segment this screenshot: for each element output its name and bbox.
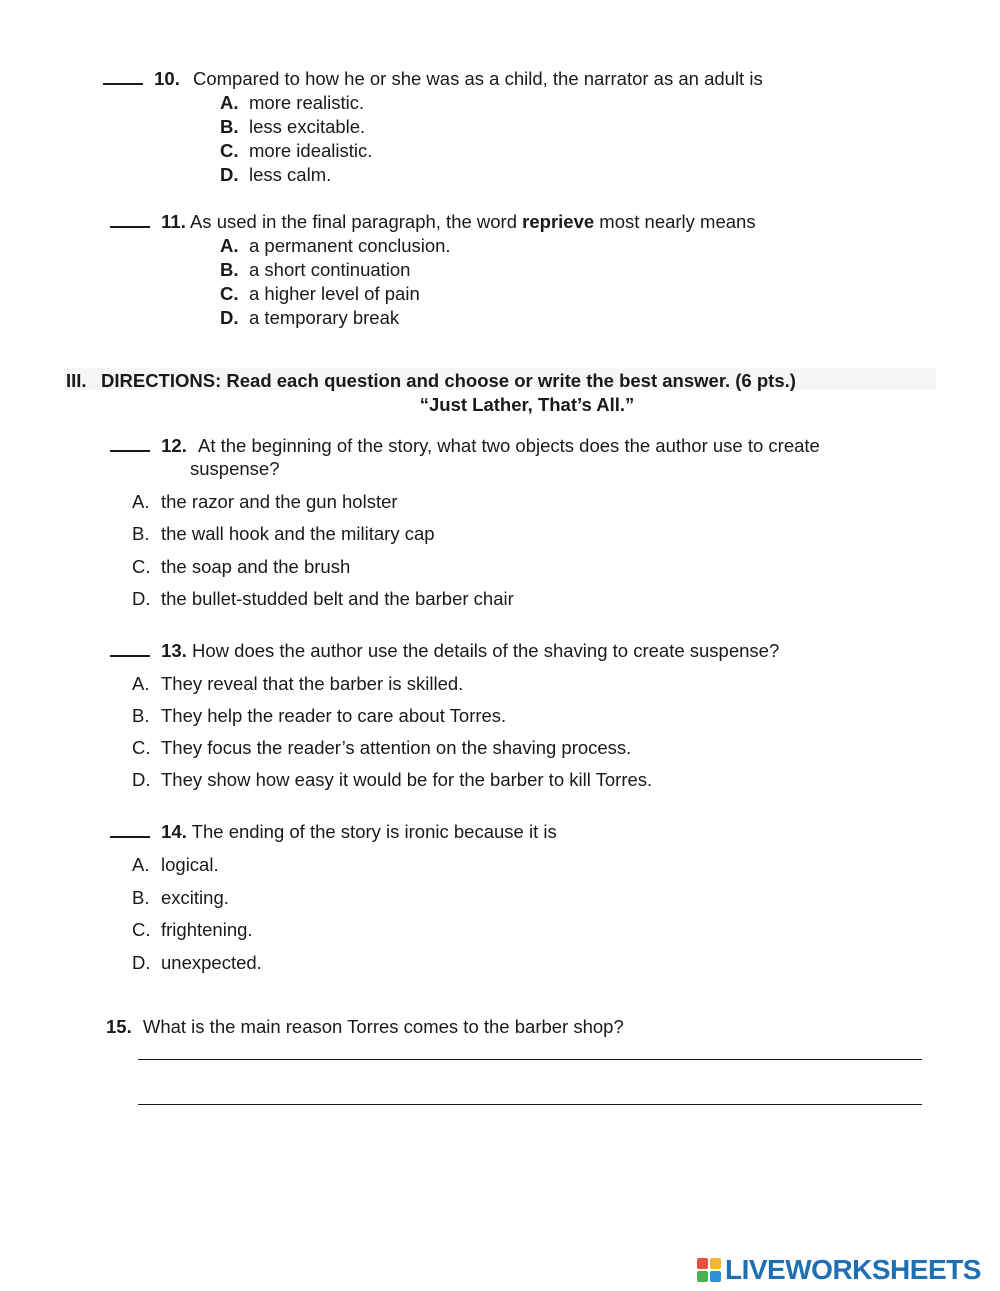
option-letter: D.	[220, 307, 239, 328]
answer-blank-11[interactable]	[110, 212, 150, 228]
question-13-number: 13.	[161, 640, 187, 661]
option-text: They show how easy it would be for the barber to kill Torres.	[161, 769, 653, 790]
question-10-stem: Compared to how he or she was as a child, the narrator as an adult is	[193, 68, 763, 89]
q11-option-d[interactable]	[220, 307, 399, 329]
option-text: the bullet-studded belt and the barber chair	[161, 588, 514, 609]
q10-option-b[interactable]	[220, 116, 365, 138]
logo-blocks-icon	[697, 1258, 721, 1282]
option-letter: D.	[132, 588, 151, 609]
q11-option-a[interactable]	[220, 235, 451, 257]
option-letter: B.	[220, 116, 239, 137]
q11-option-b[interactable]	[220, 259, 410, 281]
question-10-stem-line	[103, 68, 763, 90]
q12-option-c[interactable]	[132, 556, 350, 578]
option-text: less excitable.	[249, 116, 366, 137]
option-letter: D.	[220, 164, 239, 185]
answer-blank-14[interactable]	[110, 822, 150, 838]
option-letter: A.	[132, 673, 150, 694]
option-text: a higher level of pain	[249, 283, 420, 304]
option-text: a permanent conclusion.	[249, 235, 451, 256]
question-14-number: 14.	[161, 821, 187, 842]
question-11-stem-after: most nearly means	[599, 211, 756, 232]
q12-option-b[interactable]	[132, 523, 435, 545]
option-text: less calm.	[249, 164, 332, 185]
option-text: the soap and the brush	[161, 556, 351, 577]
liveworksheets-logo	[697, 1255, 981, 1285]
option-text: logical.	[161, 854, 219, 875]
q12-option-d[interactable]	[132, 588, 514, 610]
question-15-stem: What is the main reason Torres comes to the barber shop?	[142, 1016, 624, 1037]
question-14-stem-line	[110, 821, 557, 843]
answer-line-2[interactable]	[138, 1104, 922, 1105]
option-text: frightening.	[161, 919, 253, 940]
q14-option-d[interactable]	[132, 952, 262, 974]
answer-blank-13[interactable]	[110, 641, 150, 657]
option-text: the razor and the gun holster	[161, 491, 398, 512]
question-11-stem-before: As used in the final paragraph, the word	[189, 211, 518, 232]
section-3-numeral: III.	[66, 370, 87, 391]
story-title: “Just Lather, That’s All.”	[419, 394, 635, 415]
option-text: a short continuation	[249, 259, 411, 280]
question-14-stem: The ending of the story is ironic because it is	[191, 821, 557, 842]
option-letter: D.	[132, 952, 151, 973]
option-letter: A.	[220, 235, 239, 256]
question-11-number: 11.	[161, 211, 186, 232]
q13-option-a[interactable]	[132, 673, 463, 695]
question-15-stem-line	[106, 1016, 624, 1038]
answer-blank-12[interactable]	[110, 436, 150, 452]
question-13-stem-line	[110, 640, 779, 662]
option-letter: B.	[132, 523, 150, 544]
option-letter: B.	[132, 887, 150, 908]
option-text: exciting.	[161, 887, 229, 908]
question-12-stem-line	[110, 435, 820, 457]
option-text: They focus the reader’s attention on the shaving process.	[161, 737, 632, 758]
q10-option-a[interactable]	[220, 92, 364, 114]
q10-option-d[interactable]	[220, 164, 331, 186]
q14-option-c[interactable]	[132, 919, 253, 941]
q13-option-b[interactable]	[132, 705, 506, 727]
question-10-number: 10.	[154, 68, 180, 89]
q14-option-a[interactable]	[132, 854, 219, 876]
q11-option-c[interactable]	[220, 283, 420, 305]
option-text: unexpected.	[161, 952, 262, 973]
option-letter: C.	[132, 737, 151, 758]
option-letter: C.	[220, 283, 239, 304]
logo-wordmark: LIVEWORKSHEETS	[725, 1254, 981, 1285]
option-letter: D.	[132, 769, 151, 790]
question-12-stem-line1: At the beginning of the story, what two objects does the author use to create	[198, 435, 820, 456]
q14-option-b[interactable]	[132, 887, 229, 909]
option-text: They reveal that the barber is skilled.	[161, 673, 464, 694]
option-text: the wall hook and the military cap	[161, 523, 435, 544]
option-text: more realistic.	[249, 92, 365, 113]
option-letter: A.	[132, 491, 150, 512]
answer-blank-10[interactable]	[103, 69, 143, 85]
option-letter: C.	[132, 556, 151, 577]
question-11-stem-line	[110, 211, 756, 233]
q13-option-c[interactable]	[132, 737, 631, 759]
option-text: more idealistic.	[249, 140, 373, 161]
question-12-stem-line2: suspense?	[190, 458, 280, 479]
question-12-number: 12.	[161, 435, 187, 456]
option-letter: C.	[132, 919, 151, 940]
q10-option-c[interactable]	[220, 140, 372, 162]
answer-line-1[interactable]	[138, 1059, 922, 1060]
option-letter: B.	[220, 259, 239, 280]
option-letter: B.	[132, 705, 150, 726]
option-letter: C.	[220, 140, 239, 161]
q13-option-d[interactable]	[132, 769, 652, 791]
option-letter: A.	[220, 92, 239, 113]
option-text: a temporary break	[249, 307, 400, 328]
option-text: They help the reader to care about Torres.	[161, 705, 507, 726]
question-11-keyword: reprieve	[522, 211, 595, 232]
section-3-directions: DIRECTIONS: Read each question and choose or write the best answer. (6 pts.)	[101, 370, 796, 391]
question-13-stem: How does the author use the details of the shaving to create suspense?	[192, 640, 780, 661]
question-15-number: 15.	[106, 1016, 132, 1037]
q12-option-a[interactable]	[132, 491, 398, 513]
option-letter: A.	[132, 854, 150, 875]
